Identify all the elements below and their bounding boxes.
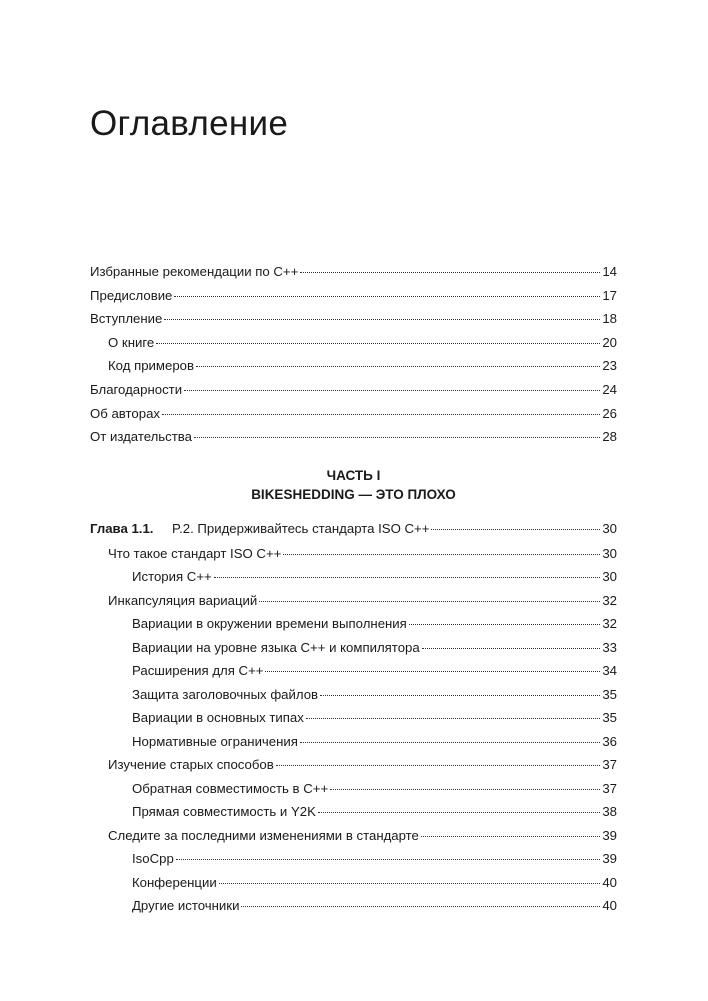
toc-entry[interactable] (108, 828, 617, 844)
toc-entry[interactable] (132, 710, 617, 726)
toc-entry-page: 28 (602, 429, 617, 445)
toc-entry-page: 40 (602, 874, 617, 890)
toc-entry-label: Благодарности (90, 382, 183, 397)
toc-entry[interactable] (132, 875, 617, 891)
dot-leader (214, 577, 601, 578)
toc-entry-label: Конференции (132, 874, 217, 890)
dot-leader (320, 695, 600, 696)
toc-entry-label: Нормативные ограничения (132, 733, 298, 749)
dot-leader (265, 671, 600, 672)
toc-entry[interactable] (90, 311, 617, 327)
toc-entry[interactable] (132, 569, 617, 585)
toc-entry-page: 32 (602, 592, 617, 608)
dot-leader (330, 789, 600, 790)
toc-entry[interactable] (132, 687, 617, 703)
toc-entry-label: Прямая совместимость и Y2K (132, 804, 316, 819)
toc-entry-label: Избранные рекомендации по C++ (90, 264, 299, 279)
toc-entry-page: 40 (602, 898, 617, 913)
toc-entry[interactable] (90, 288, 617, 304)
toc-entry-label: Вариации на уровне языка C++ и компилятора (132, 639, 420, 655)
dot-leader (300, 272, 600, 273)
dot-leader (196, 366, 600, 367)
toc-entry-page: 20 (602, 334, 617, 350)
toc-entry[interactable] (90, 382, 617, 398)
toc-entry[interactable] (132, 898, 617, 914)
toc-entry[interactable] (90, 264, 617, 280)
toc-entry[interactable] (108, 358, 617, 374)
toc-entry[interactable] (132, 734, 617, 750)
dot-leader (283, 554, 600, 555)
toc-entry-page: 36 (602, 733, 617, 749)
dot-leader (219, 883, 601, 884)
toc-entry-label: Вступление (90, 311, 163, 327)
dot-leader (184, 390, 600, 391)
toc-entry-page: 32 (602, 616, 617, 631)
dot-leader (259, 601, 600, 602)
chapter-number: Глава 1.1. (90, 521, 154, 536)
toc-entry-page: 26 (602, 405, 617, 421)
dot-leader (164, 319, 600, 320)
toc-entry-page: 39 (602, 827, 617, 843)
chapter-title: P.2. Придерживайтесь стандарта ISO C++ (172, 521, 430, 536)
dot-leader (174, 296, 600, 297)
toc-entry-page: 37 (602, 757, 617, 772)
toc-entry-label: Защита заголовочных файлов (132, 686, 319, 702)
toc-entry[interactable] (108, 757, 617, 773)
dot-leader (421, 836, 600, 837)
toc-entry-label: Изучение старых способов (108, 757, 274, 772)
dot-leader (162, 414, 600, 415)
toc-entry-page: 17 (602, 287, 617, 303)
dot-leader (306, 718, 600, 719)
toc-entry-page: 18 (602, 311, 617, 327)
toc-entry[interactable] (132, 616, 617, 632)
toc-entry-label: Вариации в основных типах (132, 710, 304, 725)
toc-entry-label: Код примеров (108, 358, 195, 374)
toc-entry-label: Инкапсуляция вариаций (108, 592, 258, 608)
toc-entry-label: Вариации в окружении времени выполнения (132, 616, 407, 631)
toc-entry-label: История C++ (132, 569, 212, 584)
page-title: Оглавление (90, 104, 289, 143)
chapter-page: 30 (602, 521, 617, 536)
toc-entry[interactable] (132, 663, 617, 679)
toc-entry-page: 39 (602, 851, 617, 866)
toc-entry-page: 35 (602, 710, 617, 725)
toc-entry-page: 34 (602, 663, 617, 678)
dot-leader (156, 343, 600, 344)
toc-entry-label: О книге (108, 334, 155, 350)
toc-entry[interactable] (108, 335, 617, 351)
toc-entry-page: 14 (602, 264, 617, 279)
toc-entry-page: 35 (602, 686, 617, 702)
toc-entry[interactable] (108, 593, 617, 609)
toc-entry-label: Другие источники (132, 898, 240, 913)
toc-entry[interactable] (90, 429, 617, 445)
toc-entry-page: 30 (602, 569, 617, 584)
dot-leader (241, 906, 600, 907)
toc-entry-label: IsoCpp (132, 851, 174, 866)
toc-entry[interactable] (108, 546, 617, 562)
toc-entry-label: Что такое стандарт ISO C++ (108, 545, 282, 561)
dot-leader (318, 812, 600, 813)
toc-entry-label: Обратная совместимость в C++ (132, 780, 329, 796)
toc-entry-label: От издательства (90, 429, 193, 445)
toc-entry[interactable] (90, 406, 617, 422)
chapter-entry[interactable] (90, 521, 617, 537)
part-number: ЧАСТЬ I (326, 468, 381, 483)
dot-leader (300, 742, 600, 743)
dot-leader (176, 859, 601, 860)
toc-entry-label: Предисловие (90, 287, 173, 303)
toc-entry-label: Расширения для C++ (132, 663, 264, 678)
toc-entry-page: 37 (602, 780, 617, 796)
dot-leader (276, 765, 601, 766)
toc-entry[interactable] (132, 781, 617, 797)
toc-entry[interactable] (132, 640, 617, 656)
toc-entry-page: 23 (602, 358, 617, 374)
dot-leader (431, 529, 600, 530)
part-title: BIKESHEDDING — ЭТО ПЛОХО (251, 487, 456, 502)
toc-entry-page: 33 (602, 639, 617, 655)
toc-entry-label: Об авторах (90, 405, 161, 421)
dot-leader (422, 648, 601, 649)
toc-entry[interactable] (132, 804, 617, 820)
toc-entry[interactable] (132, 851, 617, 867)
dot-leader (194, 437, 600, 438)
toc-entry-page: 24 (602, 382, 617, 397)
toc-entry-page: 30 (602, 545, 617, 561)
dot-leader (409, 624, 601, 625)
toc-entry-label: Следите за последними изменениями в стандарте (108, 827, 419, 843)
toc-entry-page: 38 (602, 804, 617, 819)
